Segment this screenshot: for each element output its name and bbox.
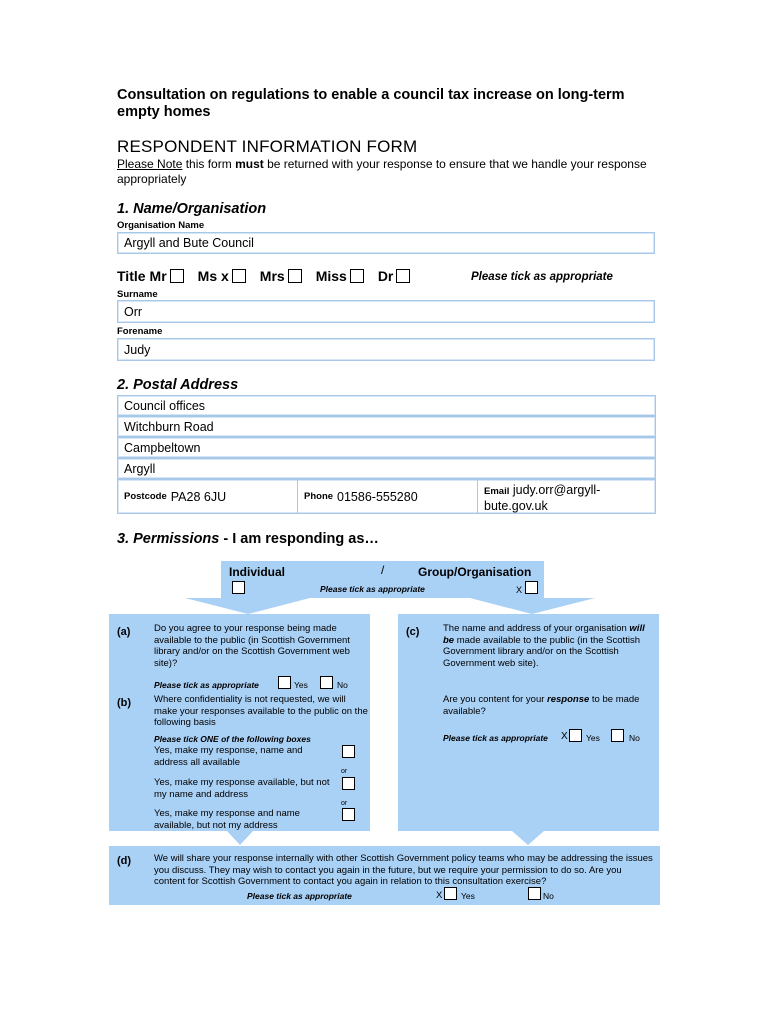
forename-label: Forename	[117, 326, 163, 337]
a-no-label: No	[337, 680, 348, 690]
c-text-1: The name and address of your organisation	[443, 623, 630, 634]
email-label: Email	[484, 486, 510, 497]
a-yes-checkbox[interactable]	[278, 676, 291, 689]
section3-heading: 3. Permissions	[117, 531, 220, 547]
org-name-field[interactable]: Argyll and Bute Council	[117, 232, 655, 254]
c-tick-note: Please tick as appropriate	[443, 733, 548, 743]
a-no-checkbox[interactable]	[320, 676, 333, 689]
address-line-4[interactable]: Argyll	[117, 458, 656, 479]
title-option-dr[interactable]	[378, 268, 411, 284]
b-tick-one: Please tick ONE of the following boxes	[154, 734, 311, 744]
document-title: Consultation on regulations to enable a council tax increase on long-term empty homes	[117, 87, 625, 120]
c-yes-label: Yes	[586, 733, 600, 743]
group-checkbox[interactable]	[525, 581, 538, 594]
section3-heading-suffix: - I am responding as…	[219, 531, 379, 547]
d-no-checkbox[interactable]	[528, 887, 541, 900]
d-yes-label: Yes	[461, 891, 475, 901]
phone-label: Phone	[304, 491, 334, 502]
note-text	[117, 157, 657, 187]
note-middle: this form	[182, 157, 236, 171]
section1-heading: 1. Name/Organisation	[117, 201, 267, 217]
c-text-2: made available to the public (in the Scottish Government library and/or on the Scottish Government web site).	[443, 634, 640, 669]
title-option-miss[interactable]	[316, 268, 364, 284]
title-mrs-checkbox[interactable]	[288, 269, 302, 283]
b-option-3-checkbox[interactable]	[342, 808, 355, 821]
postcode-cell[interactable]	[118, 480, 298, 513]
group-panel-arrow	[512, 831, 544, 845]
address-line-3[interactable]: Campbeltown	[117, 437, 656, 458]
individual-label: Individual	[229, 565, 286, 579]
title-ms-checkbox[interactable]	[232, 269, 246, 283]
c-will-be: will be	[443, 623, 645, 646]
a-yes-label: Yes	[294, 680, 308, 690]
c-no-label: No	[629, 733, 640, 743]
individual-arrow	[185, 598, 310, 614]
d-label: (d)	[117, 855, 132, 867]
d-no-label: No	[543, 891, 554, 901]
form-heading: RESPONDENT INFORMATION FORM	[117, 137, 418, 156]
c-text	[443, 623, 653, 669]
postcode-label: Postcode	[124, 491, 167, 502]
title-dr-checkbox[interactable]	[396, 269, 410, 283]
phone-cell[interactable]	[298, 480, 478, 513]
surname-label: Surname	[117, 289, 158, 300]
d-yes-checkbox[interactable]	[444, 887, 457, 900]
title-label: Title	[117, 268, 146, 284]
c-label: (c)	[406, 626, 420, 638]
title-row	[117, 268, 424, 284]
title-option-mrs[interactable]	[260, 268, 302, 284]
b-option-2-text: Yes, make my response available, but not my name and address	[154, 777, 330, 800]
b-option-3-text: Yes, make my response and name available, but not my address	[154, 808, 300, 831]
title-option-ms[interactable]	[198, 268, 246, 284]
c-yes-checkbox[interactable]	[569, 729, 582, 742]
c-question-2: to be made available?	[443, 694, 640, 717]
section2-heading: 2. Postal Address	[117, 377, 239, 393]
contact-row	[117, 479, 656, 514]
email-value-1: judy.orr@argyll-	[512, 483, 601, 497]
c-question-1: Are you content for your	[443, 694, 548, 705]
address-line-1[interactable]: Council offices	[117, 395, 656, 416]
title-miss-checkbox[interactable]	[350, 269, 364, 283]
a-text: Do you agree to your response being made available to the public (in Scottish Government library and/or on the Scottish Government web site)?	[154, 623, 350, 669]
note-prefix: Please Note	[117, 157, 183, 171]
postcode-value: PA28 6JU	[170, 489, 227, 504]
d-tick-note: Please tick as appropriate	[247, 891, 352, 901]
org-name-label: Organisation Name	[117, 220, 205, 231]
email-value-2: bute.gov.uk	[484, 499, 548, 513]
address-line-2[interactable]: Witchburn Road	[117, 416, 656, 437]
title-option-dr-label: Dr	[377, 268, 394, 284]
title-option-mr[interactable]	[150, 268, 184, 284]
c-question-response: response	[547, 694, 590, 705]
group-mark: X	[516, 585, 523, 595]
note-must: must	[235, 157, 264, 171]
a-label: (a)	[117, 626, 131, 638]
b-text: Where confidentiality is not requested, we will make your responses available to the public on the following basis	[154, 694, 368, 728]
c-yes-mark: X	[561, 731, 568, 742]
a-tick-note: Please tick as appropriate	[154, 680, 259, 690]
b-or-1: or	[341, 768, 348, 775]
b-option-1-checkbox[interactable]	[342, 745, 355, 758]
b-option-2-checkbox[interactable]	[342, 777, 355, 790]
email-cell[interactable]	[478, 480, 655, 513]
title-tick-note: Please tick as appropriate	[471, 271, 613, 283]
group-label: Group/Organisation	[418, 565, 532, 579]
title-option-ms-label: Ms x	[197, 268, 229, 284]
c-question	[443, 694, 653, 717]
forename-field[interactable]: Judy	[117, 338, 655, 361]
respondent-tick-note: Please tick as appropriate	[320, 584, 425, 594]
surname-field[interactable]: Orr	[117, 300, 655, 323]
individual-checkbox[interactable]	[232, 581, 245, 594]
slash-label: /	[381, 563, 385, 577]
title-option-miss-label: Miss	[315, 268, 347, 284]
b-or-2: or	[341, 800, 348, 807]
b-label: (b)	[117, 697, 132, 709]
group-arrow	[470, 598, 595, 614]
c-no-checkbox[interactable]	[611, 729, 624, 742]
individual-panel-arrow	[227, 831, 253, 845]
section3-heading-row	[117, 531, 379, 547]
phone-value: 01586-555280	[337, 489, 418, 504]
title-option-mr-label: Mr	[149, 268, 167, 284]
d-yes-mark: X	[436, 890, 443, 901]
title-option-mrs-label: Mrs	[259, 268, 285, 284]
title-mr-checkbox[interactable]	[170, 269, 184, 283]
b-option-1-text: Yes, make my response, name and address all available	[154, 745, 303, 768]
d-text: We will share your response internally with other Scottish Government policy teams who may be addressing the issues you discuss. They may wish to contact you again in the future, but we require your permission to do so. Are you content for Scottish Government to contact you again in relation to this consultation exercise?	[154, 853, 653, 887]
note-suffix: be returned with your response to ensure that we handle your response appropriately	[117, 157, 647, 186]
